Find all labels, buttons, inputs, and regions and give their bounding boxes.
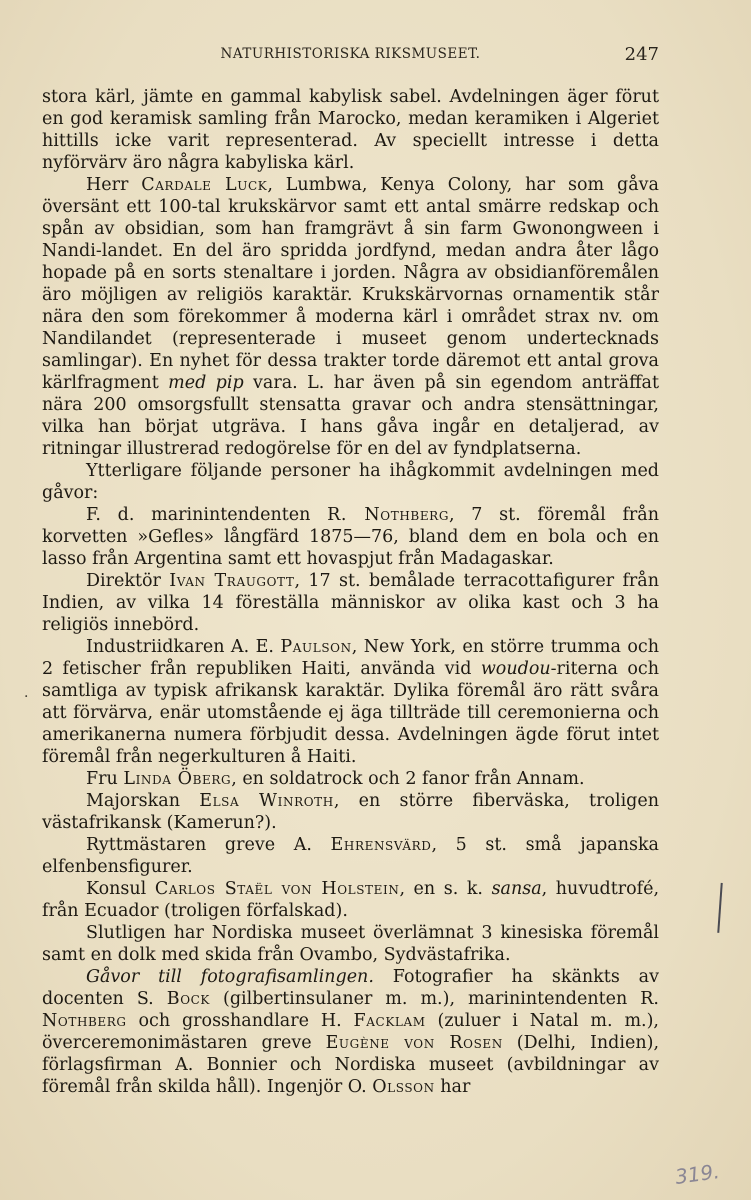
text-span: Konsul xyxy=(86,879,155,899)
text-span: och grosshandlare H. xyxy=(126,1011,354,1031)
paragraph-6 xyxy=(42,636,659,768)
margin-dot: · xyxy=(24,689,29,705)
paragraph-3: Ytterligare följande personer ha ihågkommit avdelningen med gåvor: xyxy=(42,461,659,503)
person-name: Elsa Winroth xyxy=(199,791,334,811)
paragraph-12 xyxy=(42,966,659,1098)
body-text xyxy=(42,86,659,1098)
italic-term: sansa xyxy=(491,879,542,899)
person-name: Paulson xyxy=(280,637,352,657)
paragraph-11: Slutligen har Nordiska museet överlämnat 3 kinesiska föremål samt en dolk med skida från Ovambo, Sydvästafrika. xyxy=(42,923,659,965)
italic-term: med pip xyxy=(168,373,244,393)
text-span: , 5 st. små japanska elfenbensfigurer. xyxy=(42,835,659,877)
text-span: Fru xyxy=(86,769,124,789)
paragraph-5 xyxy=(42,570,659,636)
text-span: Fotografier ha skänkts av docenten S. xyxy=(42,967,659,1009)
person-name: Ivan Traugott xyxy=(169,571,295,591)
person-name: R. Nothberg xyxy=(327,505,449,525)
running-head: NATURHISTORISKA RIKSMUSEET. xyxy=(220,46,481,62)
paragraph-2 xyxy=(42,174,659,460)
paragraph-8 xyxy=(42,790,659,834)
text-span: , en s. k. xyxy=(399,879,492,899)
text-span: , huvudtrofé, från Ecuador (troligen förfalskad). xyxy=(42,879,660,921)
text-span: -riterna och samtliga av typisk afrikansk karaktär. Dylika föremål äro rätt svåra att förvärva, enär utomstående ej äga tillträde till ceremonierna och amerikanerna numera förbjudit dessa. Avdelningen ägde förut intet föremål från negerkulturen å Haiti. xyxy=(42,659,659,767)
text-span: vara. L. har även på sin egendom anträffat nära 200 omsorgsfullt stensatta gravar och andra stensättningar, vilka han börjat utgräva. I hans gåva ingår en detaljerad, av ritningar illustrerad redogörelse för en del av fyndplatserna. xyxy=(42,373,660,459)
text-span: , 7 st. föremål från korvetten »Gefles» långfärd 1875—76, bland dem en bola och en lasso från Argentina samt ett hovaspjut från Madagaskar. xyxy=(42,505,659,569)
person-name: Linda Öberg xyxy=(123,769,232,789)
section-heading-italic: Gåvor till fotografisamlingen. xyxy=(86,967,374,987)
paragraph-1: stora kärl, jämte en gammal kabylisk sabel. Avdelningen äger förut en god keramisk samling från Marocko, medan keramiken i Algeriet hittills icke varit representerad. Av speciellt intresse i detta nyförvärv äro några kabyliska kärl. xyxy=(42,87,659,173)
text-span: Majorskan xyxy=(86,791,200,811)
person-name: Nothberg xyxy=(42,1011,127,1031)
pencil-annotation: 319. xyxy=(673,1159,721,1189)
text-span: har xyxy=(434,1077,471,1097)
person-name: Facklam xyxy=(353,1011,426,1031)
page-header xyxy=(42,44,659,68)
text-span: Direktör xyxy=(86,571,170,591)
paragraph-7 xyxy=(42,768,659,790)
text-span: F. d. marinintendenten xyxy=(86,505,328,525)
person-name: Eugène von Rosen xyxy=(325,1033,503,1053)
margin-pencil-mark xyxy=(717,883,726,933)
text-span: , Lumbwa, Kenya Colony, har som gåva översänt ett 100-tal krukskärvor samt ett antal smärre redskap och spån av obsidian, som han framgrävt å sin farm Gwonongween i Nandi-landet. En del äro spridda jordfynd, medan andra åter lågo hopade på en sorts stenaltare i jorden. Några av obsidianföremålen äro möjligen av religiös karaktär. Krukskärvornas ornamentik står nära den som förekommer å moderna kärl i området strax nv. om Nandilandet (representerade i museet genom undertecknads samlingar). En nyhet för dessa trakter torde däremot ett antal grova kärlfragment xyxy=(42,175,659,393)
paragraph-10 xyxy=(42,878,659,922)
text-span: Industriidkaren A. E. xyxy=(86,637,281,657)
text-span: (gilbertinsulaner m. m.), marinintendenten R. xyxy=(210,989,659,1009)
person-name: Bock xyxy=(166,989,210,1009)
person-name: Carlos Staël von Holstein xyxy=(154,879,400,899)
text-span: , 17 st. bemålade terracottafigurer från Indien, av vilka 14 föreställa människor av olika kast och 3 ha religiös innebörd. xyxy=(42,571,659,635)
person-name: Olsson xyxy=(372,1077,435,1097)
text-span: Herr xyxy=(86,175,142,195)
paragraph-4 xyxy=(42,504,659,570)
text-span: , en soldatrock och 2 fanor från Annam. xyxy=(231,769,585,789)
text-span: , en större fiberväska, troligen västafrikansk (Kamerun?). xyxy=(42,791,659,833)
paragraph-9 xyxy=(42,834,659,878)
person-name: Ehrensvärd xyxy=(330,835,432,855)
person-name: Cardale Luck xyxy=(141,175,268,195)
italic-term: woudou xyxy=(480,659,551,679)
text-span: (zuluer i Natal m. m.), överceremonimästaren greve xyxy=(42,1011,659,1053)
text-span: Ryttmästaren greve A. xyxy=(86,835,331,855)
text-span: (Delhi, Indien), förlagsfirman A. Bonnier och Nordiska museet (avbildningar av föremål från skilda håll). Ingenjör O. xyxy=(42,1033,660,1097)
text-span: , New York, en större trumma och 2 fetischer från republiken Haiti, använda vid xyxy=(42,637,659,679)
page-number: 247 xyxy=(624,44,659,65)
